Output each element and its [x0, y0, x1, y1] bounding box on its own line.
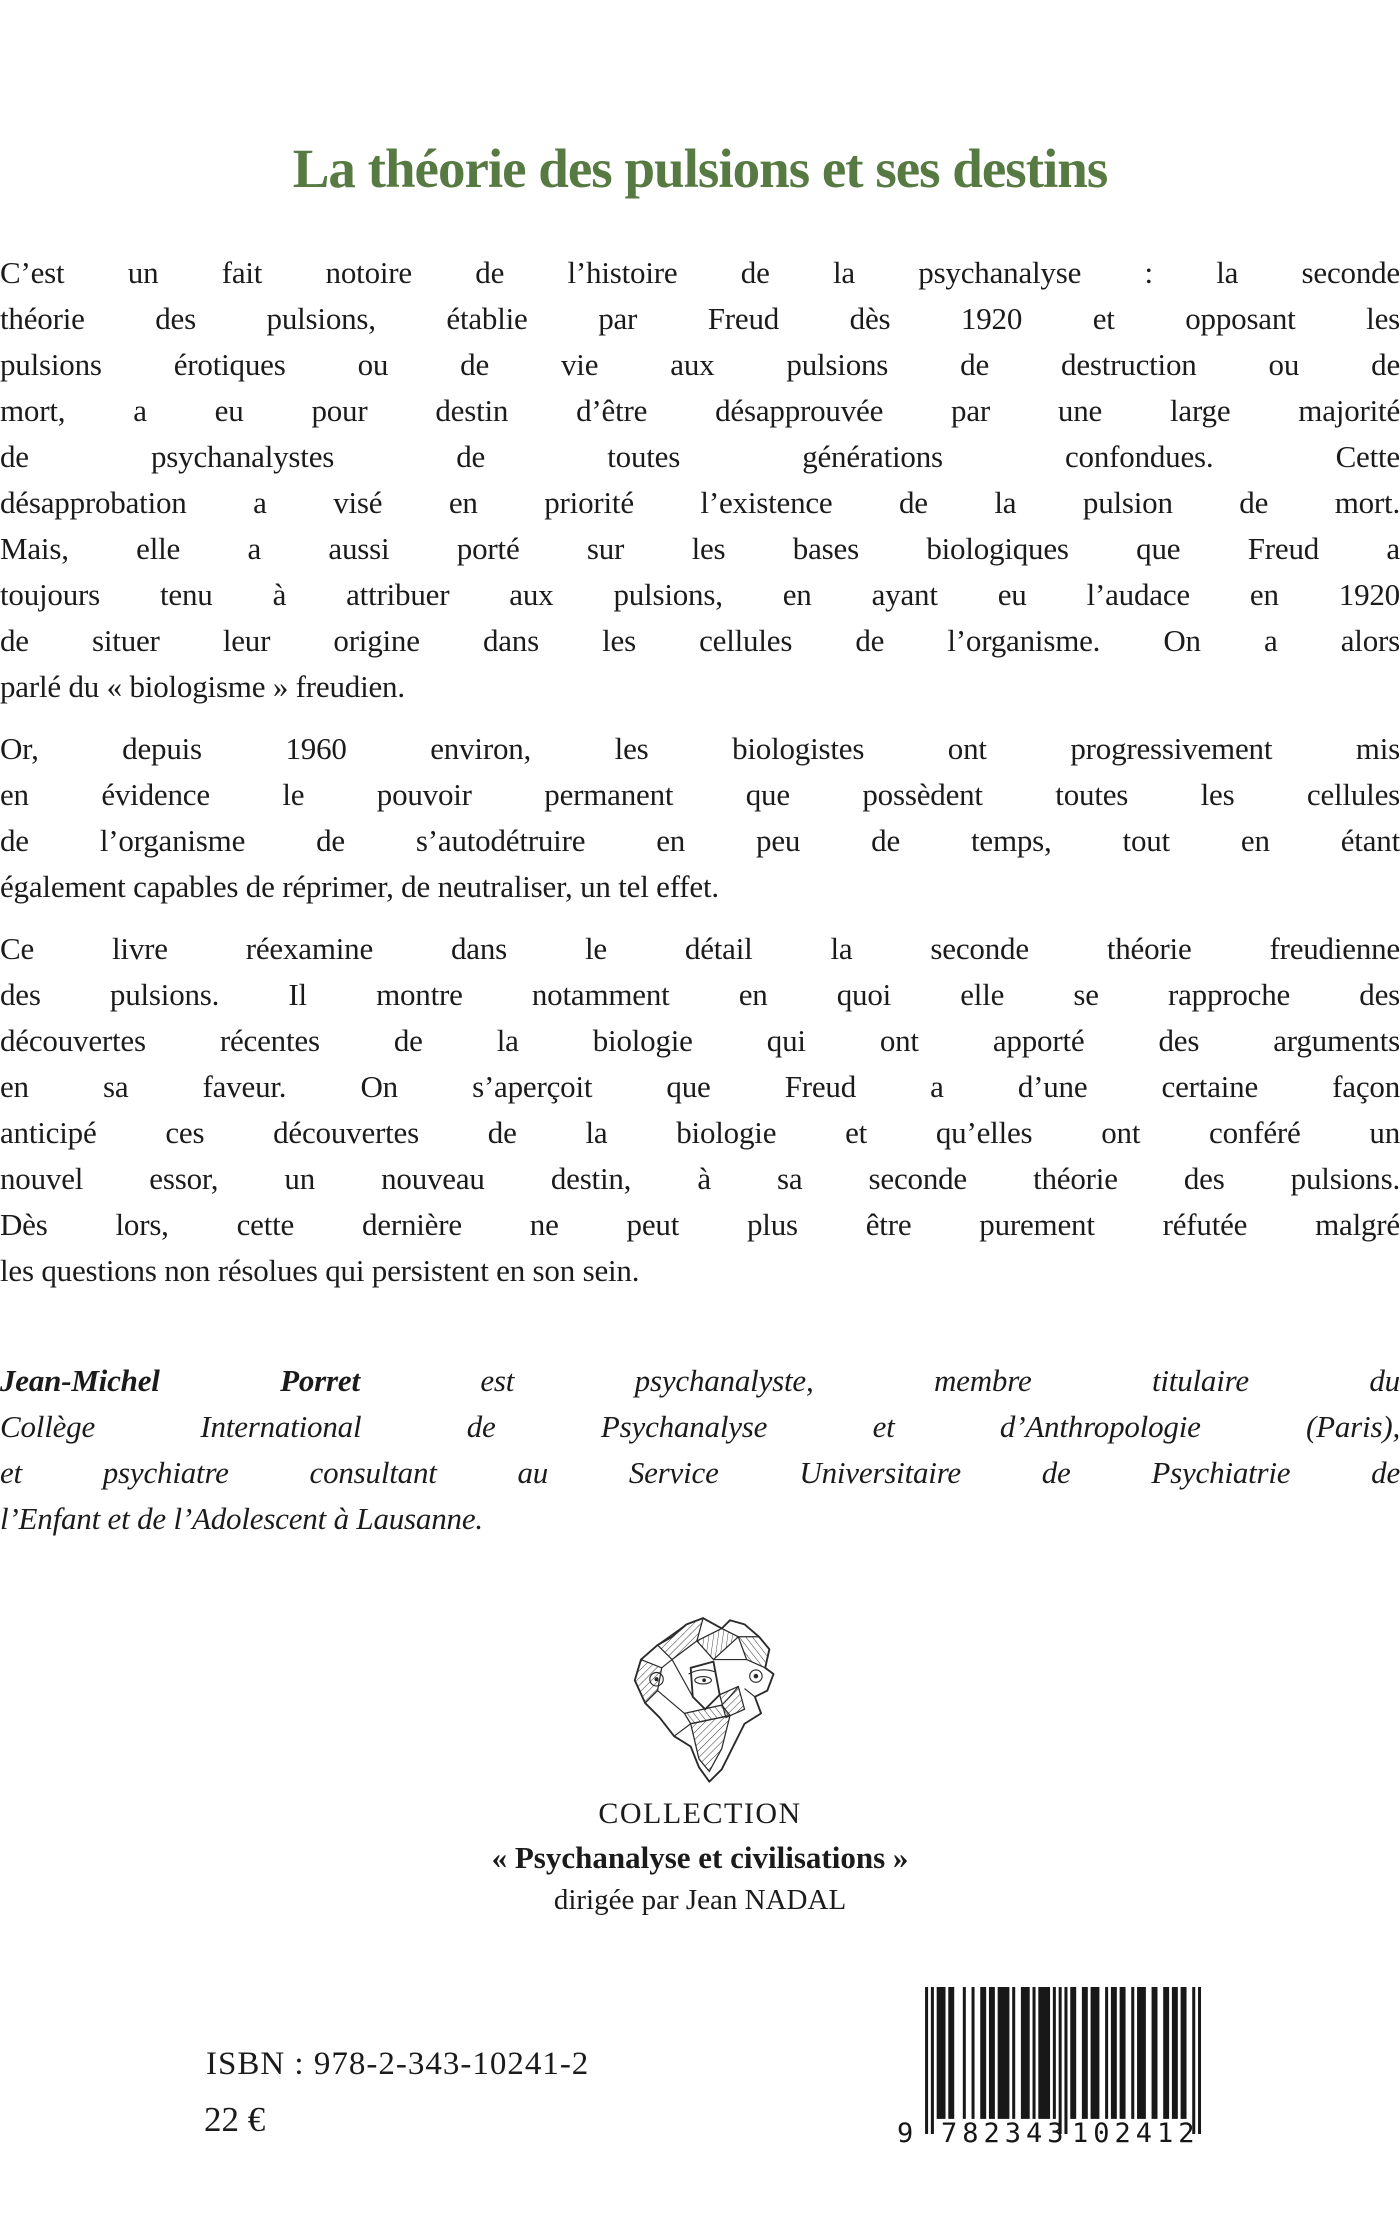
author-bio-line	[0, 1358, 1400, 1404]
author-bio-line: l’Enfant et de l’Adolescent à Lausanne.	[0, 1501, 483, 1536]
collection-label: COLLECTION	[598, 1797, 802, 1830]
synopsis-line: Or, depuis 1960 environ, les biologistes ont progressivement mis	[0, 731, 1400, 766]
synopsis-line: des pulsions. Il montre notamment en quoi elle se rapproche des	[0, 977, 1400, 1012]
synopsis-line: toujours tenu à attribuer aux pulsions, en ayant eu l’audace en 1920	[0, 577, 1400, 612]
synopsis-line: anticipé ces découvertes de la biologie et qu’elles ont conféré un	[0, 1115, 1400, 1150]
synopsis-line: découvertes récentes de la biologie qui ont apporté des arguments	[0, 1023, 1400, 1058]
synopsis-line: en évidence le pouvoir permanent que possèdent toutes les cellules	[0, 777, 1400, 812]
synopsis-line: les questions non résolues qui persistent en son sein.	[0, 1253, 640, 1288]
author-bio-line: Collège International de Psychanalyse et d’Anthropologie (Paris),	[0, 1409, 1400, 1444]
synopsis-line: C’est un fait notoire de l’histoire de la psychanalyse : la seconde	[0, 255, 1400, 290]
price-text: 22 €	[204, 2100, 266, 2139]
collection-logo	[0, 1614, 1400, 1795]
isbn-text: ISBN : 978-2-343-10241-2	[206, 2046, 590, 2082]
synopsis-line: également capables de réprimer, de neutraliser, un tel effet.	[0, 869, 719, 904]
synopsis-line: nouvel essor, un nouveau destin, à sa seconde théorie des pulsions.	[0, 1161, 1400, 1196]
synopsis-line: en sa faveur. On s’aperçoit que Freud a d’une certaine façon	[0, 1069, 1400, 1104]
author-bio	[0, 1358, 1400, 1542]
barcode-digits-left: 782343	[941, 2118, 1069, 2149]
synopsis-line: de l’organisme de s’autodétruire en peu de temps, tout en étant	[0, 823, 1400, 858]
stone-face-engraving-icon	[621, 1614, 779, 1790]
synopsis-line: parlé du « biologisme » freudien.	[0, 669, 405, 704]
synopsis-paragraph-2	[0, 726, 1400, 910]
synopsis-line: de psychanalystes de toutes générations confondues. Cette	[0, 439, 1400, 474]
collection-name: « Psychanalyse et civilisations »	[491, 1840, 909, 1875]
synopsis-paragraph-3	[0, 926, 1400, 1294]
synopsis-line: Mais, elle a aussi porté sur les bases biologiques que Freud a	[0, 531, 1400, 566]
synopsis-line: mort, a eu pour destin d’être désapprouvée par une large majorité	[0, 393, 1400, 428]
barcode-digits-right: 102412	[1072, 2118, 1200, 2149]
author-bio-line: et psychiatre consultant au Service Universitaire de Psychiatrie de	[0, 1455, 1400, 1490]
page-title: La théorie des pulsions et ses destins	[292, 137, 1108, 199]
synopsis-line: de situer leur origine dans les cellules de l’organisme. On a alors	[0, 623, 1400, 658]
ean13-barcode	[925, 1987, 1201, 2135]
synopsis-paragraph-1	[0, 250, 1400, 710]
author-bio-text: est psychanalyste, membre titulaire du	[359, 1363, 1400, 1398]
author-name: Jean-Michel Porret	[0, 1363, 360, 1398]
synopsis-line: pulsions érotiques ou de vie aux pulsions de destruction ou de	[0, 347, 1400, 382]
collection-director: dirigée par Jean NADAL	[553, 1884, 847, 1916]
synopsis-line: Ce livre réexamine dans le détail la seconde théorie freudienne	[0, 931, 1400, 966]
synopsis-line: Dès lors, cette dernière ne peut plus être purement réfutée malgré	[0, 1207, 1400, 1242]
synopsis-line: théorie des pulsions, établie par Freud dès 1920 et opposant les	[0, 301, 1400, 336]
ean13-barcode-bars	[925, 1987, 1201, 2135]
barcode-digit-first: 9	[897, 2118, 919, 2149]
synopsis-line: désapprobation a visé en priorité l’existence de la pulsion de mort.	[0, 485, 1400, 520]
